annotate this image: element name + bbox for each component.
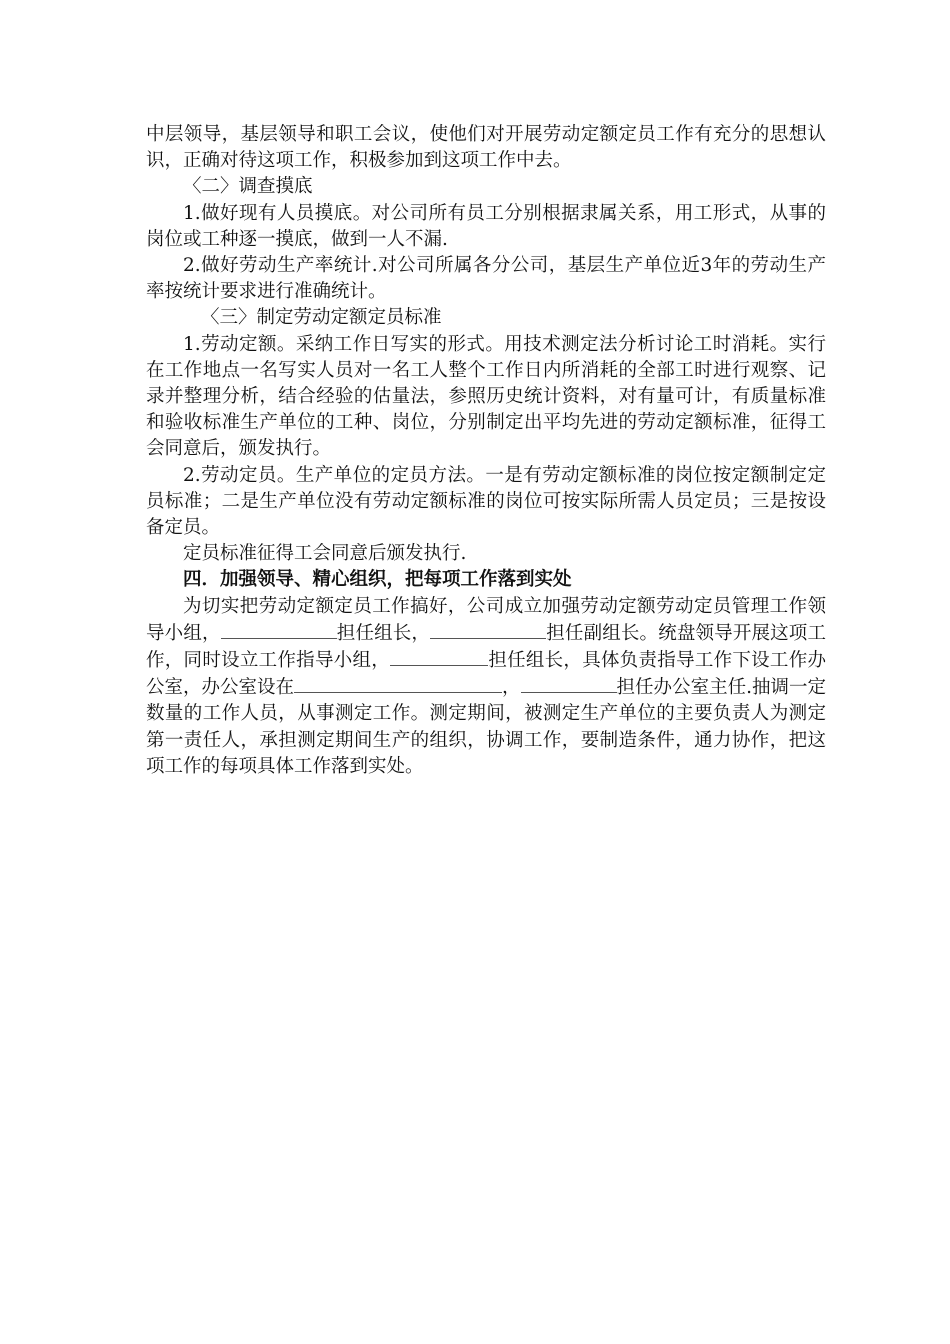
paragraph-1: 中层领导，基层领导和职工会议，使他们对开展劳动定额定员工作有充分的思想认识，正确对待这项工作，积极参加到这项工作中去。: [146, 124, 826, 172]
blank-line-office-director: [521, 674, 617, 693]
paragraph-7-text-3: 担任副组长。统盘领导开展这项工作，同时设立工作指导小组，: [146, 622, 826, 672]
paragraph-7-text-5: ，: [502, 677, 521, 699]
paragraph-5: 2.劳动定员。生产单位的定员方法。一是有劳动定额标准的岗位按定额制定定员标准；二是生产单位没有劳动定额标准的岗位可按实际所需人员定员；三是按设备定员。: [146, 464, 826, 539]
blank-line-guidance-leader: [390, 647, 488, 666]
paragraph-6: 定员标准征得工会同意后颁发执行.: [183, 543, 467, 565]
section-heading-4: 四．加强领导、精心组织，把每项工作落到实处: [183, 569, 572, 591]
paragraph-7: [146, 594, 826, 780]
blank-line-office-location-b: [374, 674, 502, 693]
paragraph-3: 2.做好劳动生产率统计.对公司所属各分公司，基层生产单位近3年的劳动生产率按统计要求进行准确统计。: [146, 255, 826, 303]
blank-line-deputy: [430, 620, 546, 639]
blank-line-office-location-a: [294, 674, 374, 693]
paragraph-7-text-1: 为切实把劳动定额定员工作搞好，公司成立加强劳动定额劳动定员管理工作领导小组，: [146, 595, 826, 644]
paragraph-4: 1.劳动定额。采纳工作日写实的形式。用技术测定法分析讨论工时消耗。实行在工作地点一名写实人员对一名工人整个工作日内所消耗的全部工时进行观察、记录并整理分析，结合经验的估量法，参照历史统计资料，对有量可计，有质量标准和验收标准生产单位的工种、岗位，分别制定出平均先进的劳动定额标准，征得工会同意后，颁发执行。: [146, 333, 826, 460]
heading-investigation: 〈二〉调查摸底: [183, 176, 313, 198]
paragraph-7-text-2: 担任组长，: [336, 622, 431, 644]
document-page: [146, 122, 826, 780]
paragraph-7-text-6: 担任办公室主任.抽调一定数量的工作人员，从事测定工作。测定期间，被测定生产单位的主要负责人为测定第一责任人，承担测定期间生产的组织，协调工作，要制造条件，通力协作，把这项工作的每项具体工作落到实处。: [146, 677, 826, 777]
heading-standards: 〈三〉制定劳动定额定员标准: [201, 307, 442, 329]
paragraph-2: 1.做好现有人员摸底。对公司所有员工分别根据隶属关系，用工形式，从事的岗位或工种逐一摸底，做到一人不漏.: [146, 202, 826, 250]
paragraph-7-text-4: 担任组长，具体负责指导工作下设工作办公室，办公室设在: [146, 650, 826, 699]
blank-line-leader: [221, 620, 337, 639]
